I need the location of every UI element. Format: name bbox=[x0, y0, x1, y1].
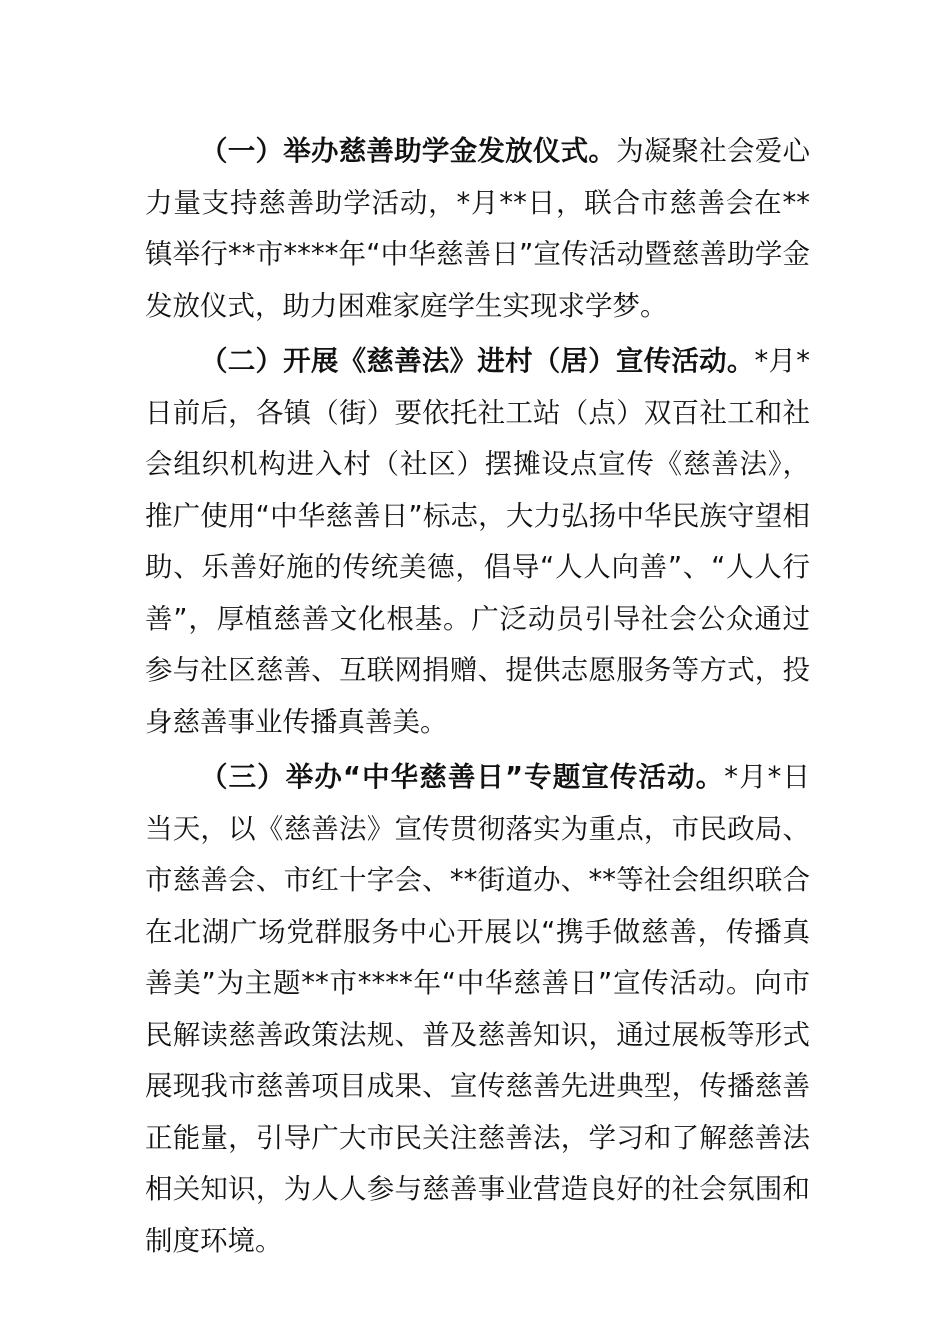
paragraph-3-heading: （三）举办“中华慈善日”专题宣传活动。 bbox=[200, 761, 725, 793]
paragraph-1 bbox=[145, 126, 810, 332]
paragraph-3-body: *月*日当天，以《慈善法》宣传贯彻落实为重点，市民政局、市慈善会、市红十字会、**街道办、**等社会组织联合在北湖广场党群服务中心开展以“携手做慈善，传播真善美”为主题**市****年“中华慈善日”宣传活动。向市民解读慈善政策法规、普及慈善知识，通过展板等形式展现我市慈善项目成果、宣传慈善先进典型，传播慈善正能量，引导广大市民关注慈善法，学习和了解慈善法相关知识，为人人参与慈善事业营造良好的社会氛围和制度环境。 bbox=[145, 761, 811, 1257]
paragraph-2-body: *月*日前后，各镇（街）要依托社工站（点）双百社工和社会组织机构进入村（社区）摆摊设点宣传《慈善法》，推广使用“中华慈善日”标志，大力弘扬中华民族守望相助、乐善好施的传统美德，倡导“人人向善”、“人人行善”，厚植慈善文化根基。广泛动员引导社会公众通过参与社区慈善、互联网捐赠、提供志愿服务等方式，投身慈善事业传播真善美。 bbox=[145, 345, 811, 738]
paragraph-2 bbox=[145, 336, 810, 748]
paragraph-3 bbox=[145, 752, 810, 1267]
paragraph-1-heading: （一）举办慈善助学金发放仪式。 bbox=[200, 135, 617, 167]
document-body bbox=[145, 126, 810, 1267]
paragraph-2-heading: （二）开展《慈善法》进村（居）宣传活动。 bbox=[200, 345, 755, 377]
paragraph-1-body: 为凝聚社会爱心力量支持慈善助学活动，*月**日，联合市慈善会在**镇举行**市****年“中华慈善日”宣传活动暨慈善助学金发放仪式，助力困难家庭学生实现求学梦。 bbox=[145, 135, 811, 322]
